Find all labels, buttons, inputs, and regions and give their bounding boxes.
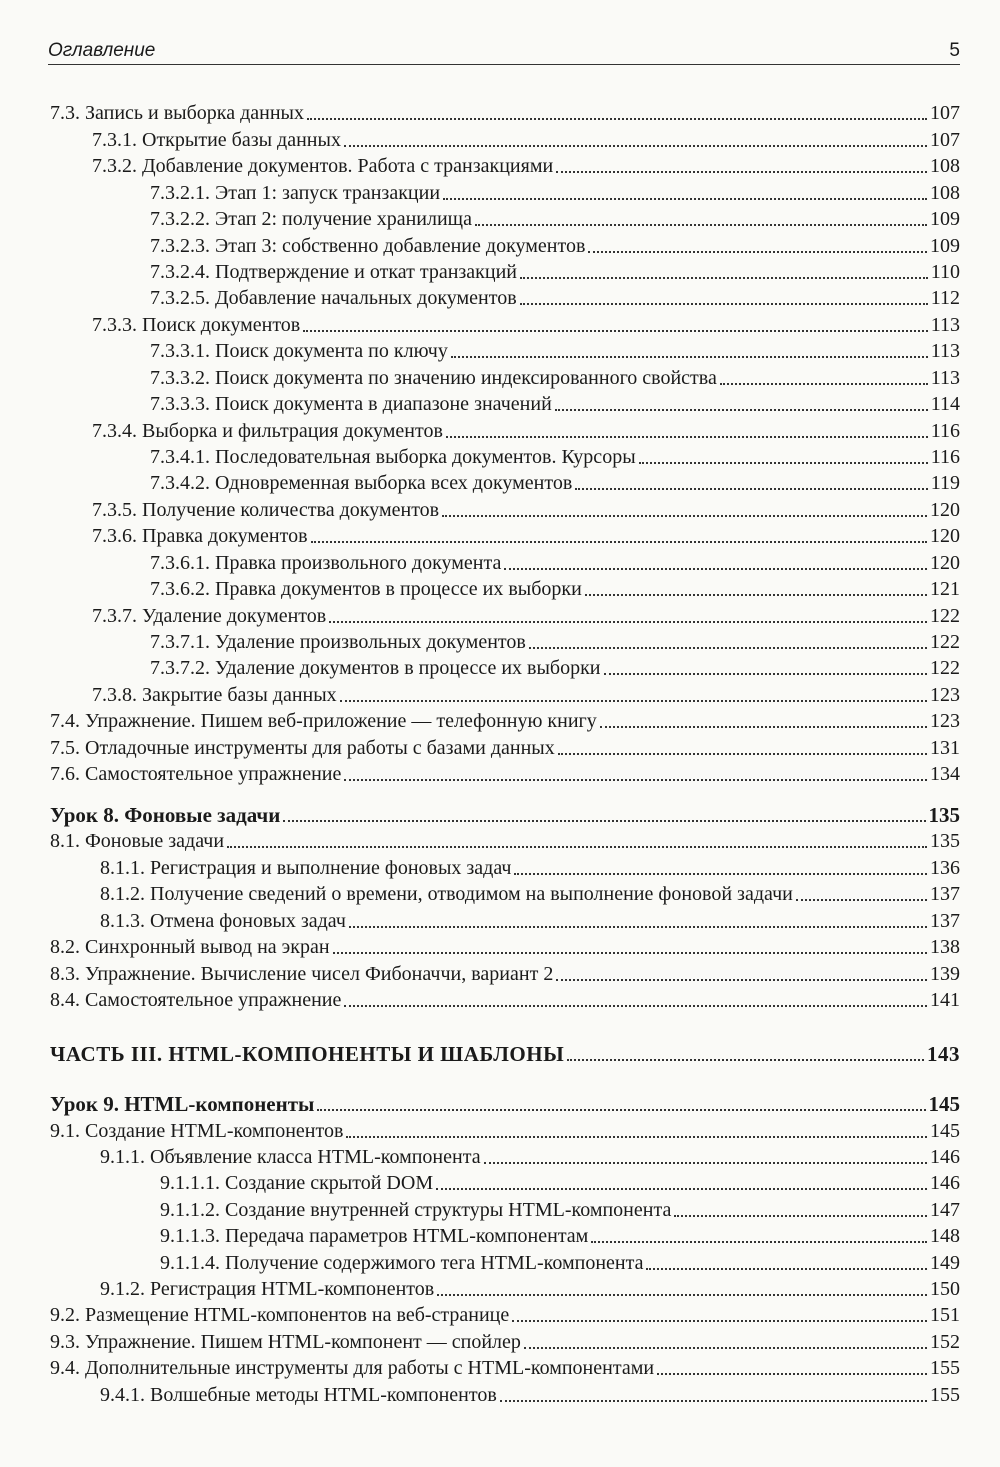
toc-entry-page: 122	[930, 657, 960, 679]
toc-entry	[150, 285, 960, 311]
toc-entry-page: 123	[930, 710, 960, 732]
dot-leader	[311, 523, 927, 543]
toc-entry-title: 7.3.7.2. Удаление документов в процессе их выборки	[150, 657, 601, 679]
toc-entry-title: 7.3.2.1. Этап 1: запуск транзакции	[150, 182, 441, 204]
toc-entry-page: 114	[930, 393, 960, 415]
dot-leader	[333, 934, 927, 954]
toc-entry-page: 146	[930, 1172, 960, 1194]
toc-entry-page: 120	[930, 525, 960, 547]
toc-entry-page: 110	[930, 261, 960, 283]
dot-leader	[657, 1355, 927, 1375]
toc-entry-title: 7.3.7. Удаление документов	[92, 605, 327, 627]
page-number: 5	[949, 40, 960, 61]
toc-entry	[50, 761, 960, 787]
toc-entry-page: 136	[930, 857, 960, 879]
toc-entry-title: 7.3.5. Получение количества документов	[92, 499, 440, 521]
toc-entry-page: 113	[930, 314, 960, 336]
toc-entry-title: 9.4.1. Волшебные методы HTML-компонентов	[100, 1384, 497, 1406]
toc-entry	[50, 708, 960, 734]
toc-entry	[160, 1170, 960, 1196]
toc-entry	[92, 497, 960, 523]
toc-entry-title: 9.1.2. Регистрация HTML-компонентов	[100, 1278, 435, 1300]
dot-leader	[451, 338, 928, 358]
toc-entry-page: 113	[930, 340, 960, 362]
toc-entry	[100, 1276, 960, 1302]
toc-entry-title: 7.3. Запись и выборка данных	[50, 102, 304, 124]
toc-entry-title: 8.1.2. Получение сведений о времени, отводимом на выполнение фоновой задачи	[100, 883, 793, 905]
toc-entry-title: Урок 8. Фоновые задачи	[50, 803, 281, 827]
dot-leader	[600, 708, 927, 728]
toc-entry-page: 137	[930, 883, 960, 905]
dot-leader	[307, 100, 927, 120]
toc-entry-title: 7.3.6.1. Правка произвольного документа	[150, 552, 502, 574]
toc-entry-title: 8.1.3. Отмена фоновых задач	[100, 910, 346, 932]
dot-leader	[575, 470, 927, 490]
toc-entry	[150, 206, 960, 232]
toc-entry-title: 7.3.3.1. Поиск документа по ключу	[150, 340, 448, 362]
toc-entry	[50, 1302, 960, 1328]
toc-entry-title: 7.3.2. Добавление документов. Работа с транзакциями	[92, 155, 554, 177]
dot-leader	[340, 682, 927, 702]
dot-leader	[344, 761, 927, 781]
toc-entry-page: 145	[930, 1120, 960, 1142]
toc-entry-title: 7.4. Упражнение. Пишем веб-приложение — телефонную книгу	[50, 710, 597, 732]
toc-entry-page: 116	[930, 446, 960, 468]
toc-entry-page: 148	[930, 1225, 960, 1247]
toc-entry	[92, 418, 960, 444]
toc-entry	[92, 127, 960, 153]
toc-entry-page: 119	[930, 472, 960, 494]
toc-entry-page: 135	[930, 830, 960, 852]
toc-entry	[150, 550, 960, 576]
dot-leader	[558, 735, 927, 755]
toc-entry-page: 107	[930, 129, 960, 151]
toc-entry-page: 145	[928, 1092, 960, 1116]
toc-entry	[50, 1041, 960, 1067]
toc-entry-page: 141	[930, 989, 960, 1011]
toc-entry-page: 122	[930, 605, 960, 627]
toc-entry-page: 109	[930, 208, 960, 230]
toc-entry-title: Урок 9. HTML-компоненты	[50, 1092, 315, 1116]
dot-leader	[520, 259, 928, 279]
running-head: Оглавление	[48, 40, 156, 61]
toc-entry-title: 8.1.1. Регистрация и выполнение фоновых задач	[100, 857, 512, 879]
toc-entry-page: 113	[930, 367, 960, 389]
dot-leader	[514, 855, 927, 875]
toc-entry	[50, 1118, 960, 1144]
toc-entry	[92, 153, 960, 179]
dot-leader	[436, 1170, 927, 1190]
dot-leader	[442, 497, 927, 517]
toc-entry-page: 149	[930, 1252, 960, 1274]
toc-entry	[92, 603, 960, 629]
toc-entry-title: 9.2. Размещение HTML-компонентов на веб-странице	[50, 1304, 510, 1326]
dot-leader	[504, 550, 927, 570]
toc-entry-title: 7.3.2.5. Добавление начальных документов	[150, 287, 517, 309]
toc-entry-page: 138	[930, 936, 960, 958]
dot-leader	[344, 987, 927, 1007]
toc-entry	[50, 1329, 960, 1355]
dot-leader	[437, 1276, 927, 1296]
toc-entry-page: 121	[930, 578, 960, 600]
toc-entry	[150, 470, 960, 496]
toc-entry-title: 7.3.3.2. Поиск документа по значению индексированного свойства	[150, 367, 717, 389]
dot-leader	[720, 365, 928, 385]
toc-entry-title: 7.3.2.3. Этап 3: собственно добавление документов	[150, 235, 586, 257]
toc-entry	[150, 259, 960, 285]
toc-entry	[100, 908, 960, 934]
toc-entry-title: 9.1.1.3. Передача параметров HTML-компонентам	[160, 1225, 589, 1247]
toc-entry-page: 120	[930, 499, 960, 521]
toc-entry-page: 107	[930, 102, 960, 124]
toc-entry-page: 135	[928, 803, 960, 827]
dot-leader	[475, 206, 927, 226]
dot-leader	[529, 629, 927, 649]
toc-entry	[100, 1382, 960, 1408]
dot-leader	[556, 961, 927, 981]
toc-entry-title: 7.3.2.2. Этап 2: получение хранилища	[150, 208, 472, 230]
dot-leader	[674, 1197, 927, 1217]
toc-entry	[100, 855, 960, 881]
toc-entry-title: 9.1. Создание HTML-компонентов	[50, 1120, 344, 1142]
dot-leader	[346, 1118, 927, 1138]
toc-entry-title: 7.3.6. Правка документов	[92, 525, 308, 547]
toc-entry	[150, 233, 960, 259]
toc-entry	[50, 1091, 960, 1117]
toc-entry-title: 9.3. Упражнение. Пишем HTML-компонент — спойлер	[50, 1331, 521, 1353]
toc-entry	[150, 655, 960, 681]
dot-leader	[344, 127, 927, 147]
toc-entry	[160, 1223, 960, 1249]
toc-entry-page: 122	[930, 631, 960, 653]
toc-entry-title: 7.3.4.2. Одновременная выборка всех документов	[150, 472, 573, 494]
dot-leader	[639, 444, 928, 464]
toc-entry-title: 8.2. Синхронный вывод на экран	[50, 936, 330, 958]
dot-leader	[567, 1041, 924, 1061]
toc-entry-title: 7.6. Самостоятельное упражнение	[50, 763, 342, 785]
toc-entry-page: 137	[930, 910, 960, 932]
dot-leader	[446, 418, 928, 438]
dot-leader	[512, 1302, 927, 1322]
toc-entry	[150, 444, 960, 470]
toc-entry-page: 116	[930, 420, 960, 442]
toc-entry-page: 147	[930, 1199, 960, 1221]
toc-entry	[160, 1250, 960, 1276]
toc-entry-title: 8.4. Самостоятельное упражнение	[50, 989, 342, 1011]
toc-entry-page: 150	[930, 1278, 960, 1300]
toc-entry-title: 7.3.3. Поиск документов	[92, 314, 301, 336]
toc-entry	[92, 682, 960, 708]
toc-entry-page: 143	[927, 1042, 960, 1066]
toc-entry-page: 131	[930, 737, 960, 759]
toc-entry-title: 7.3.1. Открытие базы данных	[92, 129, 341, 151]
dot-leader	[604, 655, 927, 675]
dot-leader	[520, 285, 928, 305]
dot-leader	[443, 180, 927, 200]
toc-entry	[50, 987, 960, 1013]
dot-leader	[317, 1091, 925, 1111]
dot-leader	[591, 1223, 927, 1243]
dot-leader	[500, 1382, 927, 1402]
toc-entry	[150, 576, 960, 602]
toc-entry-page: 108	[930, 155, 960, 177]
toc-entry-title: 7.3.7.1. Удаление произвольных документов	[150, 631, 526, 653]
toc-entry	[50, 828, 960, 854]
toc-entry-page: 120	[930, 552, 960, 574]
toc-entry-title: 9.1.1.1. Создание скрытой DOM	[160, 1172, 434, 1194]
toc-entry-page: 151	[930, 1304, 960, 1326]
toc-entry	[150, 629, 960, 655]
toc-entry-title: 9.1.1.4. Получение содержимого тега HTML-компонента	[160, 1252, 644, 1274]
toc-entry-title: 7.5. Отладочные инструменты для работы с базами данных	[50, 737, 555, 759]
toc-entry-page: 112	[930, 287, 960, 309]
toc-entry	[50, 1355, 960, 1381]
toc-entry-page: 139	[930, 963, 960, 985]
toc-entry	[50, 802, 960, 828]
toc-entry-title: 7.3.4. Выборка и фильтрация документов	[92, 420, 443, 442]
dot-leader	[588, 233, 927, 253]
toc-entry-page: 155	[930, 1357, 960, 1379]
toc-entry	[50, 934, 960, 960]
dot-leader	[524, 1329, 927, 1349]
dot-leader	[303, 312, 927, 332]
toc-entry	[50, 961, 960, 987]
dot-leader	[484, 1144, 927, 1164]
toc-entry	[150, 338, 960, 364]
toc-entry-title: 9.1.1.2. Создание внутренней структуры HTML-компонента	[160, 1199, 672, 1221]
toc-entry	[100, 881, 960, 907]
dot-leader	[283, 802, 925, 822]
toc-entry-page: 152	[930, 1331, 960, 1353]
toc-entry-title: 9.1.1. Объявление класса HTML-компонента	[100, 1146, 481, 1168]
toc-entry-page: 146	[930, 1146, 960, 1168]
toc-entry-page: 155	[930, 1384, 960, 1406]
toc-entry	[160, 1197, 960, 1223]
dot-leader	[646, 1250, 927, 1270]
toc-entry	[50, 735, 960, 761]
toc-entry-title: 7.3.8. Закрытие базы данных	[92, 684, 337, 706]
dot-leader	[555, 391, 928, 411]
toc-entry-page: 109	[930, 235, 960, 257]
toc-entry	[150, 391, 960, 417]
toc-entry	[50, 100, 960, 126]
dot-leader	[585, 576, 927, 596]
toc-entry	[150, 180, 960, 206]
toc-entry	[150, 365, 960, 391]
toc-entry-page: 108	[930, 182, 960, 204]
toc-entry-title: 9.4. Дополнительные инструменты для работы с HTML-компонентами	[50, 1357, 655, 1379]
dot-leader	[796, 881, 927, 901]
toc-entry-title: 7.3.3.3. Поиск документа в диапазоне значений	[150, 393, 552, 415]
dot-leader	[349, 908, 927, 928]
dot-leader	[227, 828, 927, 848]
dot-leader	[329, 603, 927, 623]
toc-entry-title: 8.3. Упражнение. Вычисление чисел Фибоначчи, вариант 2	[50, 963, 554, 985]
toc-entry-title: 8.1. Фоновые задачи	[50, 830, 225, 852]
toc-entry	[92, 523, 960, 549]
toc-entry-title: 7.3.4.1. Последовательная выборка документов. Курсоры	[150, 446, 636, 468]
toc-entry-title: ЧАСТЬ III. HTML-КОМПОНЕНТЫ И ШАБЛОНЫ	[50, 1042, 565, 1066]
dot-leader	[556, 153, 927, 173]
toc-entry	[92, 312, 960, 338]
toc-entry-title: 7.3.6.2. Правка документов в процессе их выборки	[150, 578, 582, 600]
toc-entry-title: 7.3.2.4. Подтверждение и откат транзакций	[150, 261, 518, 283]
toc-entry	[100, 1144, 960, 1170]
toc-entry-page: 134	[930, 763, 960, 785]
toc-entry-page: 123	[930, 684, 960, 706]
